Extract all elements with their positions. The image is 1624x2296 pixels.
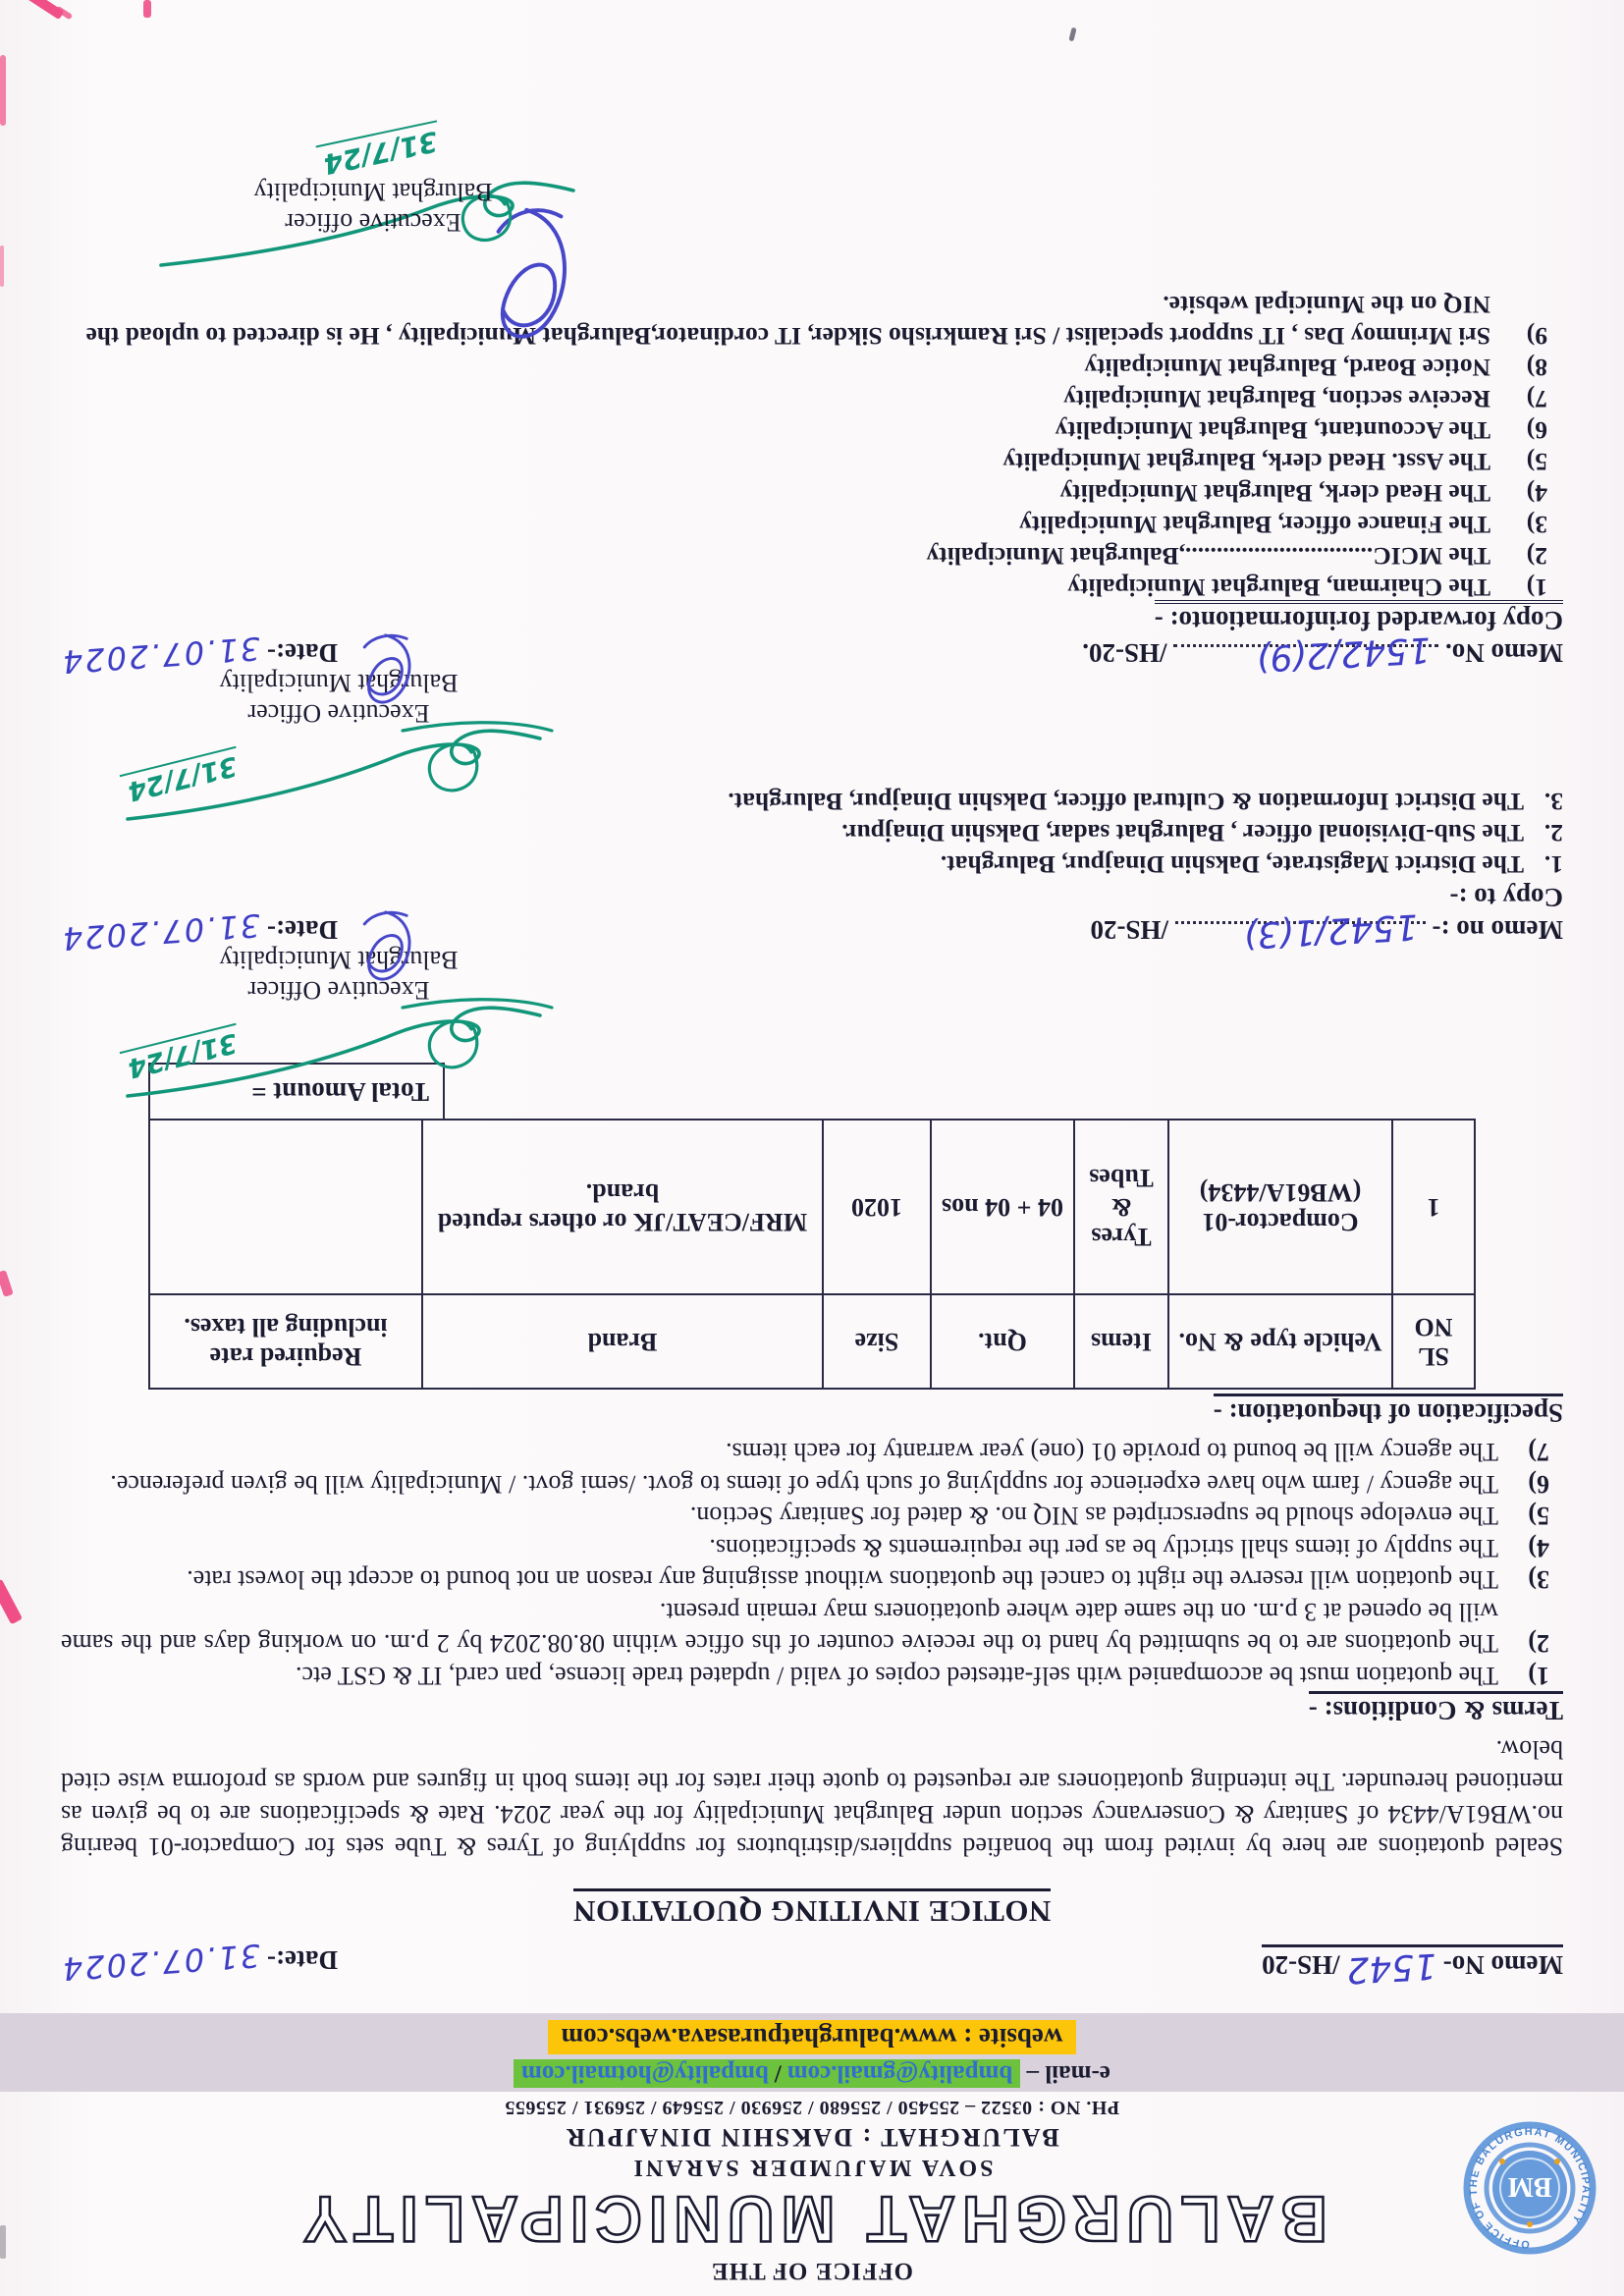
memo2-suffix: /HS-20	[1090, 915, 1169, 945]
email-separator: /	[774, 2060, 782, 2087]
memo2-date-label: Date:-	[266, 915, 338, 945]
memo2-copy-list	[61, 786, 1563, 880]
terms-item-text: The envelope should be superscripted as NIQ no. & dated for Sanitary Section.	[689, 1502, 1498, 1531]
forward-item-text: Notice Board, Balurghat Municipality	[1084, 354, 1490, 382]
memo1-date-line	[59, 1936, 338, 1989]
logo-ring-text: OFFICE OF THE BALURGHAT MUNICIPALITY	[1467, 2125, 1593, 2251]
memo2-dotted-line	[1175, 905, 1426, 956]
forward-item-text: The Chairman, Balurghat Municipality	[1067, 574, 1490, 602]
signatory-org: Balurghat Municipality	[219, 946, 459, 974]
memo3-suffix: /HS-20.	[1082, 638, 1167, 668]
memo3-number-line	[1082, 629, 1563, 679]
letterhead-phone: PH. NO : 03522 – 255450 / 255680 / 256930 / 255649 / 256931 / 255655	[504, 2097, 1120, 2118]
memo1-label: Memo No-	[1442, 1950, 1563, 1980]
logo-monogram: BM	[1507, 2171, 1552, 2202]
letterhead	[0, 2013, 1624, 2296]
forward-item-text: The Finance officer, Balurghat Municipality	[1018, 511, 1490, 539]
letterhead-address: SOVA MAJUMDER SARANI	[630, 2155, 994, 2180]
specification-heading: Specification of thequotation: -	[0, 1397, 1563, 1428]
memo2-label: Memo no :-	[1432, 915, 1563, 945]
cell-rate	[149, 1120, 422, 1294]
memo3-copy-heading: Copy forwarded forinformationto: -	[0, 605, 1563, 635]
memo2-number-handwritten: 1542/1(3)	[1242, 905, 1419, 956]
cell-qnt: 04 + 04 nos	[931, 1120, 1074, 1294]
terms-list	[61, 1436, 1563, 1691]
forward-item-text: The Accountant, Balurghat Municipality	[1055, 416, 1490, 445]
signatory-title: Executive officer	[285, 208, 461, 237]
forward-item-text: The Head clerk, Balurghat Municipality	[1059, 479, 1490, 508]
memo2-copy-heading: Copy to :-	[1449, 883, 1563, 912]
terms-item-text: The supply of items shall strictly be as per the requirements & specifications.	[709, 1534, 1498, 1562]
email-address-2: bmpality@hotmail.com	[521, 2060, 769, 2087]
letterhead-office-of-the: OFFICE OF THE	[710, 2258, 914, 2284]
forward-item	[61, 572, 1563, 603]
forward-item-num: 1)	[1526, 574, 1547, 602]
specification-table	[148, 1119, 1476, 1390]
terms-item-num: 7)	[1528, 1438, 1549, 1467]
memo3-date-line	[59, 629, 338, 682]
forward-item-text: The Asst. Head clerk, Balurghat Municipality	[1002, 448, 1490, 476]
forward-item	[61, 414, 1563, 446]
cell-vehicle: Compactor-01 (WB61A/4434)	[1168, 1120, 1392, 1294]
terms-item-num: 2)	[1528, 1629, 1549, 1659]
municipality-seal-logo	[1463, 2121, 1597, 2255]
terms-item-num: 3)	[1528, 1565, 1549, 1595]
signature-date-2: 31/7/24	[120, 746, 244, 807]
cell-items: Tyres & Tubes	[1074, 1120, 1168, 1294]
terms-item	[61, 1596, 1563, 1660]
signature-date-final: 31/7/24	[316, 120, 445, 181]
signature-date-1: 31/7/24	[120, 1023, 244, 1084]
memo2-number-line	[1090, 905, 1563, 956]
forward-item-num: 4)	[1526, 479, 1547, 508]
memo1-date-label: Date:-	[266, 1945, 338, 1975]
signatory-designation-2	[128, 668, 550, 729]
memo3-date-handwritten: 31.07.2024	[59, 629, 262, 682]
forward-item	[61, 540, 1563, 572]
email-label: e-mail –	[1026, 2060, 1110, 2087]
forward-item-num: 9)	[1526, 322, 1547, 351]
forward-item-text: The MCIC..............................,Balurghat Municipality	[926, 542, 1490, 571]
col-qnt: Qnt.	[931, 1294, 1074, 1389]
letterhead-city: BALURGHAT : DAKSHIN DINAJPUR	[565, 2123, 1059, 2152]
website-line: website : www.balurghatpurasava.webs.com	[548, 2020, 1077, 2054]
forward-item-num: 2)	[1526, 542, 1547, 571]
notice-title: NOTICE INVITING QUOTATION	[0, 1893, 1624, 1929]
terms-item-num: 4)	[1528, 1534, 1549, 1562]
memo2-date-handwritten: 31.07.2024	[59, 905, 262, 958]
forward-item-text: Sri Mrinmoy Das , IT support specialist / Sri Ramkrisho Sikder, IT cordinator,Balurghat Municipality , He is directed to upload the NIQ on the Municipal website.	[85, 291, 1490, 351]
letterhead-municipality-title: BALURGHAT MUNICIPALITY	[297, 2183, 1327, 2256]
forward-item	[61, 446, 1563, 477]
signature-block-1	[124, 945, 550, 1084]
terms-item-text: The agency / farm who have experience for supplying of such type of items to govt. /semi govt. / Municipality will be given preference.	[110, 1470, 1498, 1499]
memo3-row	[0, 629, 1624, 682]
copy-item-text: The District Information & Cultural officer, Dakshin Dinajpur, Balurghat.	[728, 788, 1524, 816]
signature-block-final	[118, 96, 628, 283]
cell-brand: MRF/CEAT/JK or others reputed brand.	[422, 1120, 823, 1294]
memo3-copy-list	[61, 289, 1563, 603]
cell-size: 1020	[823, 1120, 931, 1294]
table-header-row	[149, 1294, 1475, 1389]
col-slno: SL NO	[1392, 1294, 1475, 1389]
memo3-label: Memo No.	[1445, 638, 1563, 668]
table-row	[149, 1120, 1475, 1294]
forward-item-num: 8)	[1526, 354, 1547, 382]
terms-item-text: The quotations are to be submitted by hand to the receive counter of ths office within 08.08.2024 by 2 p.m. on working days and the same will be opened at 3 p.m. on the same date where quotationers may remain present.	[61, 1598, 1498, 1659]
forward-item	[61, 289, 1563, 352]
letterhead-contact-band	[0, 2013, 1624, 2092]
terms-item	[61, 1500, 1563, 1532]
terms-item	[61, 1563, 1563, 1596]
copy-item-num: 2.	[1543, 819, 1563, 847]
email-highlight	[514, 2059, 1020, 2088]
intro-paragraph: Sealed quotations are here by invited from the bonafied suppliers/distributors for supplying of Tyres & Tube sets for Compactor-01 bearing no.WB61A/4434 of Sanitary & Conservancy section under Balurghat Municipality for the year 2024. Rate & specifications are to be given as mentioned hereunder. The intending quotationers are requested to quote their rates for the items both in figures and words as proforma wise cited below.	[61, 1735, 1563, 1861]
memo2-row	[0, 905, 1624, 958]
terms-item	[61, 1468, 1563, 1501]
col-vehicle: Vehicle type & No.	[1168, 1294, 1392, 1389]
terms-item-text: The quotation must be accompanied with self-attested copies of valid / updated trade license, pan card, IT & GST etc.	[296, 1662, 1498, 1690]
col-items: Items	[1074, 1294, 1168, 1389]
terms-item-num: 5)	[1528, 1502, 1549, 1531]
forward-item-num: 7)	[1526, 385, 1547, 413]
signatory-designation-1	[128, 945, 550, 1006]
forward-item-num: 3)	[1526, 511, 1547, 539]
terms-heading: Terms & Conditions: -	[0, 1695, 1563, 1725]
col-size: Size	[823, 1294, 931, 1389]
memo1-suffix: /HS-20	[1262, 1950, 1340, 1980]
forward-item	[61, 477, 1563, 509]
terms-item-num: 1)	[1528, 1662, 1549, 1690]
copy-item	[61, 817, 1563, 848]
forward-item-num: 6)	[1526, 416, 1547, 445]
copy-item-text: The Sub-Divisional officer , Balurghat sadar, Dakshin Dinajpur.	[841, 819, 1524, 847]
total-amount-box: Total Amount =	[148, 1063, 445, 1119]
copy-item	[61, 786, 1563, 817]
email-line	[0, 2059, 1624, 2087]
cell-slno: 1	[1392, 1120, 1475, 1294]
memo1-number-handwritten: 1542	[1345, 1944, 1438, 1991]
forward-item	[61, 383, 1563, 414]
memo2-date-line	[59, 905, 338, 958]
terms-item	[61, 1436, 1563, 1468]
copy-item	[61, 848, 1563, 880]
terms-item-text: The quotation will reserve the right to cancel the quotations without assigning any reason an not bound to accept the lowest rate.	[187, 1565, 1498, 1595]
forward-item-num: 5)	[1526, 448, 1547, 476]
terms-item-text: The agency will be bound to provide 01 (one) year warranty for each items.	[726, 1438, 1498, 1467]
memo3-date-label: Date:-	[266, 638, 338, 668]
memo1-row	[0, 1936, 1624, 1991]
terms-item	[61, 1660, 1563, 1692]
signatory-designation-final	[226, 177, 520, 238]
terms-item	[61, 1532, 1563, 1564]
signature-block-2	[124, 668, 550, 807]
signatory-title: Executive Officer	[247, 699, 430, 728]
col-brand: Brand	[422, 1294, 823, 1389]
forward-item	[61, 352, 1563, 383]
signatory-title: Executive Officer	[247, 976, 430, 1005]
email-address-1: bmpality@gmail.com	[786, 2060, 1013, 2087]
forward-item-text: Receive section, Balurghat Municipality	[1063, 385, 1490, 413]
copy-item-num: 3.	[1543, 788, 1563, 816]
memo3-dotted-line	[1173, 629, 1438, 679]
memo1-number-line	[1262, 1944, 1563, 1991]
terms-item-num: 6)	[1528, 1470, 1549, 1499]
copy-item-num: 1.	[1543, 850, 1563, 879]
memo3-number-handwritten: 1542/2(9)	[1255, 629, 1433, 679]
forward-item	[61, 509, 1563, 540]
signatory-org: Balurghat Municipality	[253, 178, 493, 206]
copy-item-text: The District Magistrate, Dakshin Dinajpur, Balurghat.	[940, 850, 1524, 879]
col-rate: Required rate including all taxes.	[149, 1294, 422, 1389]
memo1-date-handwritten: 31.07.2024	[59, 1936, 262, 1989]
signatory-org: Balurghat Municipality	[219, 669, 459, 697]
